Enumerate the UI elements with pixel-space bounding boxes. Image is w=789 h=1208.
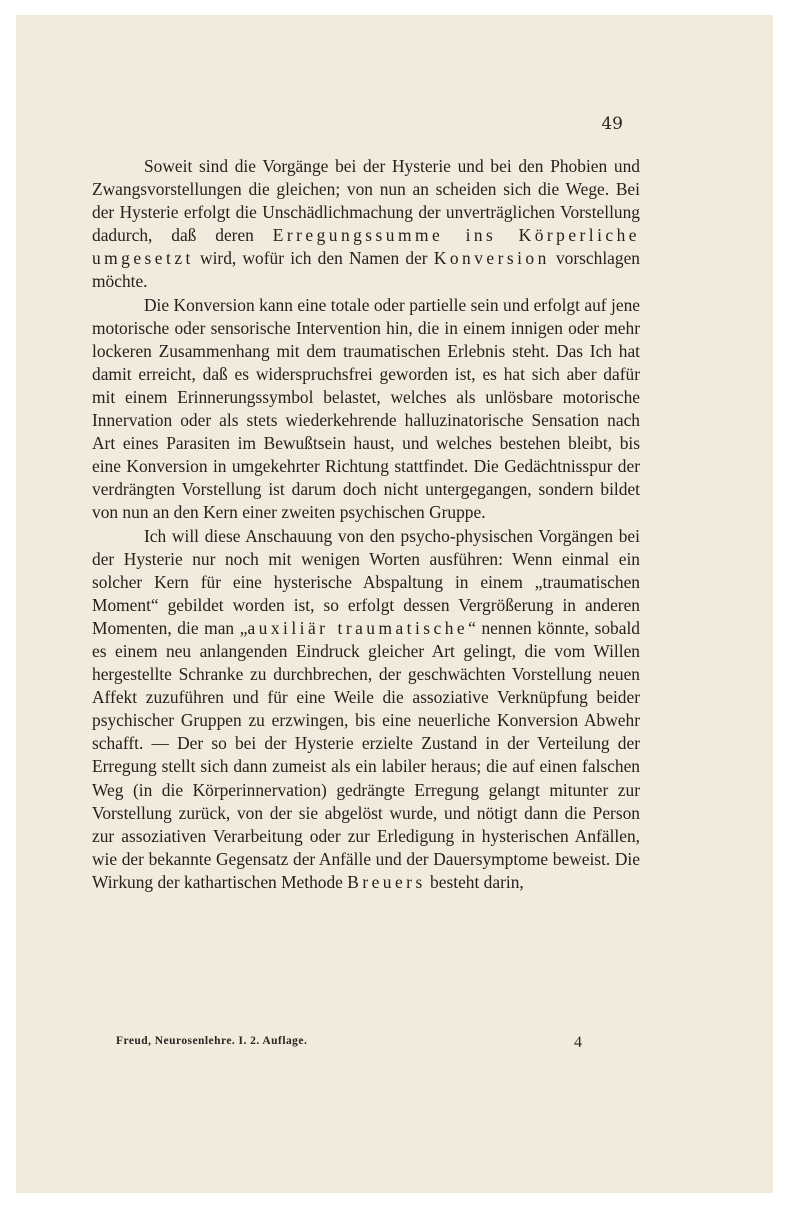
text-run: Soweit sind die Vorgänge bei der Hysterie und bei den Phobien und Zwangsvorstellungen die gleichen; von nun an scheiden sich die Wege. Bei der Hysterie erfolgt die Unschädlichmachung der unverträglichen Vorstellung dadurch, daß deren xyxy=(92,156,640,246)
page-footer xyxy=(116,1034,596,1051)
text-run: besteht darin, xyxy=(425,871,524,892)
body-text xyxy=(92,155,640,894)
emphasized-text: Konversion xyxy=(433,248,550,269)
paragraph xyxy=(92,294,640,525)
text-run: “ nennen könnte, sobald es einem neu anlangenden Eindruck gleicher Art gelingt, die vom Willen hergestellte Schranke zu durchbrechen, der geschwächten Vorstellung neuen Affekt zuzuführen und für eine Weile die assoziative Verknüpfung beider psychischer Gruppen zu erzwingen, bis eine neuerliche Konversion Abwehr schafft. — Der so bei der Hysterie erzielte Zustand in der Verteilung der Erregung stellt sich dann zumeist als ein labiler heraus; die auf einen falschen Weg (in die Körperinnervation) gedrängte Erregung gelangt mitunter zur Vorstellung zurück, von der sie abgelöst wurde, und nötigt dann die Person zur assoziativen Verarbeitung oder zur Erledigung in hysterischen Anfällen, wie der bekannte Gegensatz der Anfälle und der Dauersymptome beweist. Die Wirkung der kathartischen Methode xyxy=(92,617,640,892)
emphasized-text: Breuers xyxy=(347,871,426,892)
book-page xyxy=(16,15,773,1193)
signature-mark: 4 xyxy=(574,1034,582,1051)
page-number: 49 xyxy=(601,114,623,134)
emphasized-text: auxiliär traumatische xyxy=(247,617,469,638)
text-run: Ich will diese Anschauung von den psycho-physischen Vorgängen bei der Hysterie nur noch mit wenigen Worten ausführen: Wenn einmal ein solcher Kern für eine hysterische Abspaltung in einem „traumatischen Moment“ gebildet worden ist, so erfolgt dessen Vergrößerung in anderen Momenten, die man „ xyxy=(92,525,640,638)
paragraph xyxy=(92,525,640,895)
text-run: Die Konversion kann eine totale oder partielle sein und erfolgt auf jene motorische oder sensorische Intervention hin, die in einem innigen oder mehr lockeren Zusammenhang mit dem traumatischen Erlebnis steht. Das Ich hat damit erreicht, daß es widerspruchsfrei geworden ist, es hat sich aber dafür mit einem Erinnerungssymbol belastet, welches als unlösbare motorische Innervation oder als stets wiederkehrende halluzinatorische Sensation nach Art eines Parasiten im Bewußtsein haust, und welches bestehen bleibt, bis eine Konversion in umgekehrter Richtung stattfindet. Die Gedächtnisspur der verdrängten Vorstellung ist darum doch nicht untergegangen, sondern bildet von nun an den Kern einer zweiten psychischen Gruppe. xyxy=(92,294,640,523)
footer-citation: Freud, Neurosenlehre. I. 2. Auflage. xyxy=(116,1035,308,1047)
text-run: vorschlagen möchte. xyxy=(92,248,640,292)
emphasized-text: Erregungssumme ins Körperliche umgesetzt xyxy=(92,225,640,269)
text-run: wird, wofür ich den Namen der xyxy=(193,248,434,269)
paragraph xyxy=(92,155,640,294)
